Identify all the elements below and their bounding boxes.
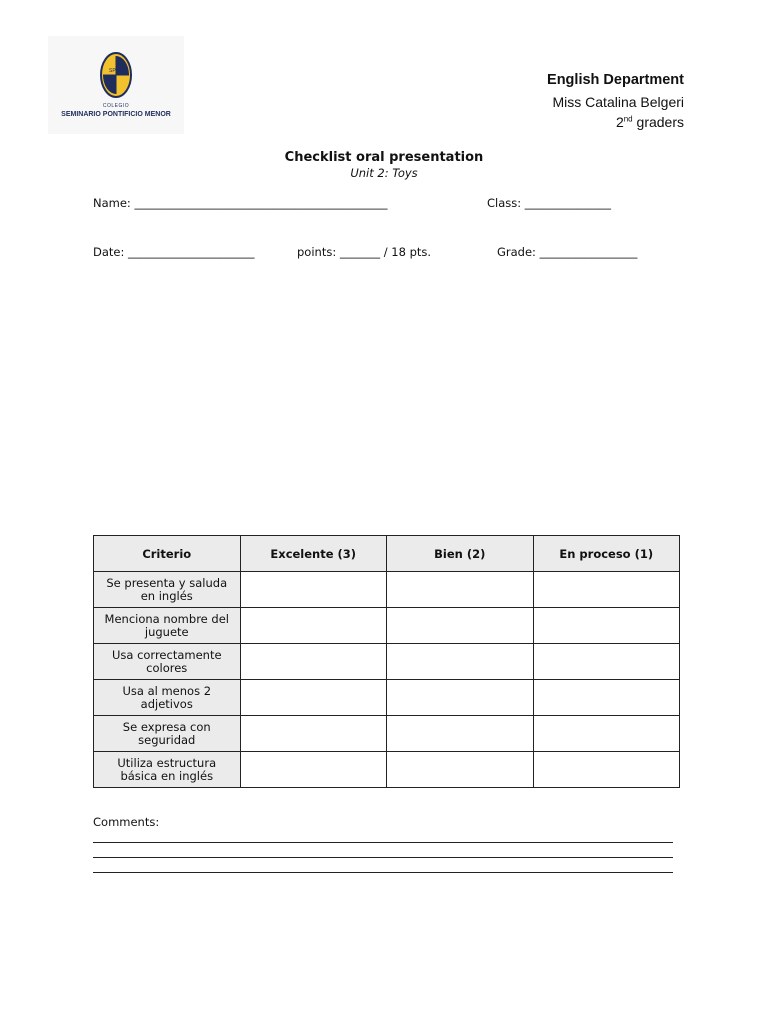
score-cell-excelente[interactable] [240,752,387,788]
table-row [94,608,680,644]
score-cell-en-proceso[interactable] [533,752,680,788]
name-field[interactable]: Name: ____________________________________________ [93,196,388,210]
table-row [94,680,680,716]
header-excelente: Excelente (3) [240,536,387,572]
score-cell-bien[interactable] [387,680,534,716]
score-cell-bien[interactable] [387,572,534,608]
logo-school-small: COLEGIO [102,103,130,109]
criterion-cell: Usa al menos 2 adjetivos [94,680,241,716]
criterion-cell: Menciona nombre del juguete [94,608,241,644]
logo-school-name: SEMINARIO PONTIFICIO MENOR [61,111,171,118]
grade-number: 2 [615,114,624,130]
table-row [94,716,680,752]
score-cell-excelente[interactable] [240,572,387,608]
page-title: Checklist oral presentation [284,150,484,165]
criterion-cell: Se presenta y saluda en inglés [94,572,241,608]
score-cell-en-proceso[interactable] [533,572,680,608]
comment-line[interactable] [93,857,673,858]
score-cell-excelente[interactable] [240,608,387,644]
rubric-header-row [94,536,680,572]
score-cell-bien[interactable] [387,716,534,752]
score-cell-bien[interactable] [387,608,534,644]
grade-word: graders [632,114,684,130]
table-row [94,644,680,680]
score-cell-en-proceso[interactable] [533,716,680,752]
score-cell-excelente[interactable] [240,644,387,680]
points-field[interactable]: points: _______ / 18 pts. [297,245,432,259]
criterion-cell: Utiliza estructura básica en inglés [94,752,241,788]
table-row [94,752,680,788]
header-criterio: Criterio [94,536,241,572]
score-cell-en-proceso[interactable] [533,644,680,680]
criterion-cell: Se expresa con seguridad [94,716,241,752]
school-logo [48,36,184,134]
grade-field[interactable]: Grade: _________________ [497,245,638,259]
header-en-proceso: En proceso (1) [533,536,680,572]
comment-line[interactable] [93,842,673,843]
class-field[interactable]: Class: _______________ [487,196,612,210]
grade-level [616,114,684,130]
score-cell-en-proceso[interactable] [533,608,680,644]
score-cell-bien[interactable] [387,752,534,788]
school-crest-icon [100,52,132,98]
department-title: English Department [547,72,684,88]
comment-line[interactable] [93,872,673,873]
table-row [94,572,680,608]
score-cell-excelente[interactable] [240,716,387,752]
date-field[interactable]: Date: ______________________ [93,245,255,259]
teacher-name: Miss Catalina Belgeri [552,94,684,110]
criterion-cell: Usa correctamente colores [94,644,241,680]
grade-suffix: nd [623,114,633,124]
score-cell-bien[interactable] [387,644,534,680]
comments-label: Comments: [93,815,160,829]
score-cell-en-proceso[interactable] [533,680,680,716]
page-subtitle: Unit 2: Toys [350,166,418,180]
header-bien: Bien (2) [387,536,534,572]
logo-initials: SPM [109,68,120,74]
score-cell-excelente[interactable] [240,680,387,716]
rubric-table [93,535,680,788]
